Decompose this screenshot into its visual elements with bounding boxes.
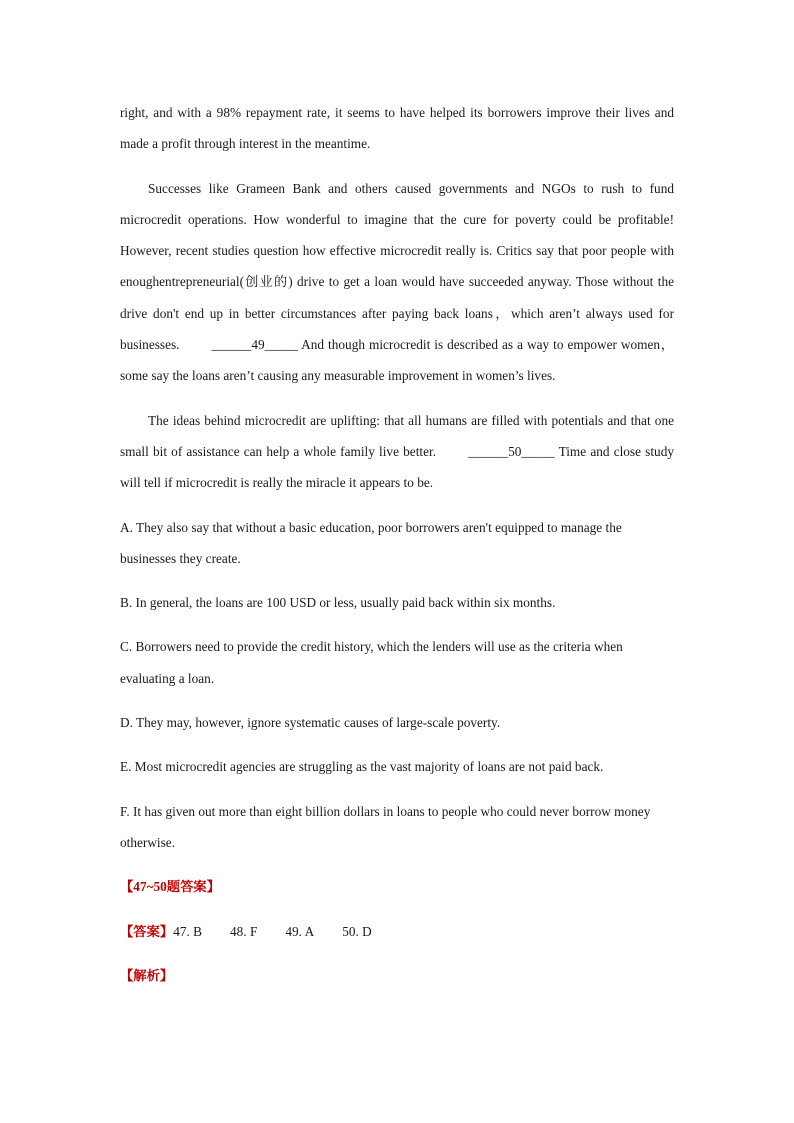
option-d: D. They may, however, ignore systematic causes of large-scale poverty.: [120, 715, 501, 731]
answer-label: 【答案】: [120, 923, 174, 939]
answer-47: 47. B: [173, 923, 203, 939]
answer-49: 49. A: [285, 923, 315, 939]
passage-paragraph-2: [120, 173, 674, 392]
passage-paragraph-1: right, and with a 98% repayment rate, it seems to have helped its borrowers improve their lives and made a profit through interest in the meantime.: [120, 105, 674, 152]
answer-heading: 【47~50题答案】: [120, 879, 220, 895]
paragraph-3-end: Time and close study will tell if microcredit is really the miracle it appears to be.: [120, 443, 674, 491]
paragraph-3-text: The ideas behind microcredit are uplifting: that all humans are filled with potentials and that one small bit of assistance can help a whole family live better.: [120, 412, 674, 459]
blank-49: ______49_____: [211, 337, 298, 353]
document-content: [120, 97, 674, 1004]
option-e: E. Most microcredit agencies are struggling as the vast majority of loans are not paid back.: [120, 759, 604, 775]
answer-48: 48. F: [230, 923, 258, 939]
answer-50: 50. D: [342, 923, 372, 939]
blank-50: ______50_____: [468, 443, 555, 459]
option-b: B. In general, the loans are 100 USD or less, usually paid back within six months.: [120, 595, 556, 611]
passage-paragraph-3: [120, 405, 674, 499]
paragraph-2-text: Successes like Grameen Bank and others caused governments and NGOs to rush to fund microcredit operations. How wonderful to imagine that the cure for poverty could be profitable! However, recent studies question how effective microcredit really is. Critics say that poor people with enoughentrepreneurial(创业的) drive to get a loan would have succeeded anyway. Those without the drive don't end up in better circumstances after paying back loans，which aren’t always used for businesses.: [120, 180, 674, 353]
option-c: C. Borrowers need to provide the credit history, which the lenders will use as the criteria when evaluating a loan.: [120, 639, 623, 686]
option-a: A. They also say that without a basic education, poor borrowers aren't equipped to manage the businesses they create.: [120, 519, 622, 566]
paragraph-2-end: And though microcredit is described as a way to empower women，some say the loans aren’t causing any measurable improvement in women’s lives.: [120, 337, 675, 384]
analysis-label: 【解析】: [120, 967, 174, 983]
answer-line: [120, 916, 674, 947]
option-f: F. It has given out more than eight billion dollars in loans to people who could never borrow money otherwise.: [120, 803, 651, 850]
options-list: [120, 512, 674, 859]
